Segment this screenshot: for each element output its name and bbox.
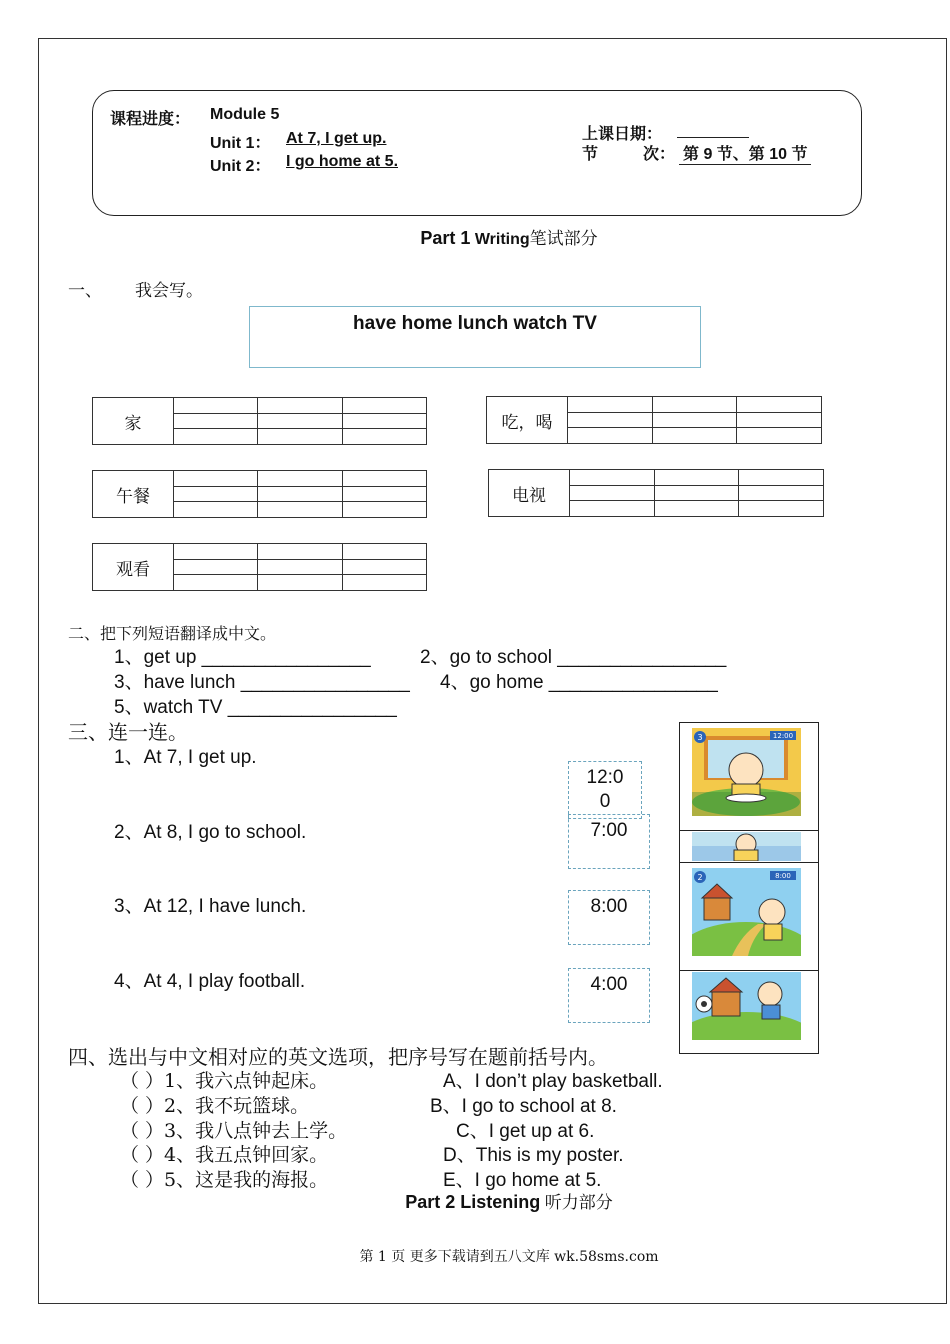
section1-heading: 我会写。 <box>135 281 203 301</box>
part1-title <box>0 224 950 249</box>
time-12-line1: 12:0 <box>586 767 624 788</box>
session-value: 第 9 节、第 10 节 <box>679 141 811 165</box>
picture-divider-3 <box>680 970 818 971</box>
part2-title <box>0 1188 950 1213</box>
writing-grid-lunch <box>92 470 427 518</box>
writing-grid-eat <box>486 396 822 444</box>
grid-label-eat: 吃，喝 <box>487 397 568 444</box>
session-label-a: 节 <box>582 146 599 163</box>
picture-number-2: 2 <box>697 873 703 882</box>
picture-clock-8: 8:00 <box>775 872 791 880</box>
class-date-label: 上课日期： <box>582 126 663 143</box>
grid-label-watch: 观看 <box>93 544 174 591</box>
section3-heading: 三、连一连。 <box>68 720 188 744</box>
grid-label-tv: 电视 <box>489 470 570 517</box>
football-picture <box>692 972 801 1040</box>
class-date-blank <box>677 137 749 138</box>
question-3: （ ）3、我八点钟去上学。 <box>120 1120 348 1142</box>
translate-item-1: 1、get up ________________ <box>114 647 371 668</box>
part1-title-en: Writing <box>474 231 530 248</box>
unit1-title: At 7, I get up. <box>286 130 387 147</box>
time-box-12 <box>568 761 642 819</box>
translate-item-4: 4、go home ________________ <box>440 672 718 693</box>
unit2-title: I go home at 5. <box>286 153 399 170</box>
option-a: A、I don’t play basketball. <box>443 1071 663 1092</box>
writing-grid-home <box>92 397 427 445</box>
section1-number: 一、 <box>68 281 102 301</box>
writing-grid-watch <box>92 543 427 591</box>
section2-heading: 二、把下列短语翻译成中文。 <box>68 624 277 643</box>
picture-number-3: 3 <box>697 733 703 742</box>
unit1-label: Unit 1： <box>210 135 271 152</box>
match-sentence-3: 3、At 12, I have lunch. <box>114 896 307 917</box>
question-2: （ ）2、我不玩篮球。 <box>120 1095 310 1117</box>
option-c: C、I get up at 6. <box>456 1121 595 1142</box>
session-label-b: 次： <box>643 146 676 163</box>
grid-label-home: 家 <box>93 398 174 445</box>
grid-label-lunch: 午餐 <box>93 471 174 518</box>
translate-item-3: 3、have lunch ________________ <box>114 672 410 693</box>
part2-title-bold: Part 2 Listening <box>405 1192 541 1212</box>
question-5: （ ）5、这是我的海报。 <box>120 1169 329 1191</box>
time-box-4: 4:00 <box>568 968 650 1023</box>
writing-grid-tv <box>488 469 824 517</box>
part2-title-cn: 听力部分 <box>544 1193 613 1213</box>
translate-item-2: 2、go to school ________________ <box>420 647 727 668</box>
option-e: E、I go home at 5. <box>443 1170 602 1191</box>
word-bank-box: have home lunch watch TV <box>249 306 701 368</box>
match-sentence-1: 1、At 7, I get up. <box>114 747 257 768</box>
unit2-label: Unit 2： <box>210 158 271 175</box>
part1-title-cn: 笔试部分 <box>529 229 598 249</box>
translate-item-5: 5、watch TV ________________ <box>114 697 397 718</box>
match-sentence-2: 2、At 8, I go to school. <box>114 822 307 843</box>
picture-divider-1 <box>680 830 818 831</box>
time-12-line2: 0 <box>599 791 611 812</box>
match-sentence-4: 4、At 4, I play football. <box>114 971 306 992</box>
part1-title-bold: Part 1 <box>420 228 471 248</box>
picture-clock-12: 12:00 <box>772 732 794 740</box>
module-title: Module 5 <box>210 106 280 123</box>
option-b: B、I go to school at 8. <box>430 1096 617 1117</box>
lunch-picture <box>692 728 801 816</box>
picture-divider-2 <box>680 862 818 863</box>
page-footer: 第 1 页 更多下载请到五八文库 wk.58sms.com <box>359 1249 659 1265</box>
time-box-7: 7:00 <box>568 814 650 869</box>
time-box-8: 8:00 <box>568 890 650 945</box>
option-d: D、This is my poster. <box>443 1145 624 1166</box>
get-up-picture <box>692 832 801 861</box>
question-1: （ ）1、我六点钟起床。 <box>120 1070 329 1092</box>
go-to-school-picture <box>692 868 801 956</box>
section4-heading: 四、选出与中文相对应的英文选项，把序号写在题前括号内。 <box>68 1045 608 1069</box>
course-progress-label: 课程进度： <box>110 111 191 128</box>
question-4: （ ）4、我五点钟回家。 <box>120 1144 329 1166</box>
